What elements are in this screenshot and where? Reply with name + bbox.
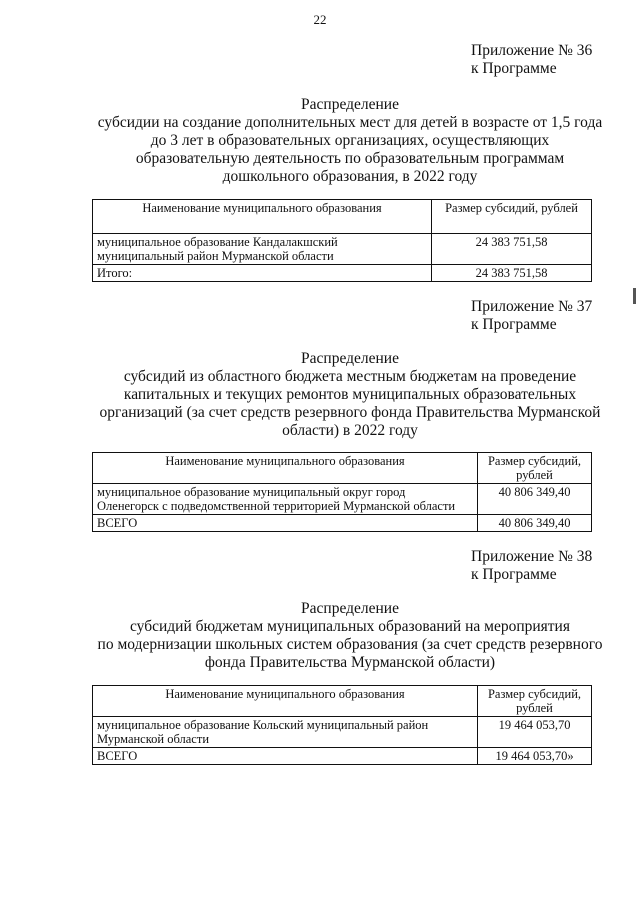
column-header-amount xyxy=(478,453,592,484)
title-line: Распределение xyxy=(301,600,399,617)
table-header-row xyxy=(93,686,592,717)
amount-cell: 19 464 053,70 xyxy=(478,717,592,748)
table-header-row xyxy=(93,200,592,234)
appendix-program-ref: к Программе xyxy=(471,566,557,583)
appendix-header xyxy=(471,548,631,584)
municipality-name-line: муниципальное образование Кандалакшский xyxy=(97,235,338,249)
table-row xyxy=(93,234,592,265)
appendix-title xyxy=(60,350,640,440)
column-header-amount-line: Размер субсидий, xyxy=(487,687,582,701)
total-label-cell: ВСЕГО xyxy=(93,515,478,532)
municipality-name-cell xyxy=(93,717,478,748)
municipality-name-line: Оленегорск с подведомственной территорией Мурманской области xyxy=(97,499,456,513)
title-line: субсидий из областного бюджета местным бюджетам на проведение xyxy=(123,368,577,385)
appendix-number: Приложение № 36 xyxy=(471,42,593,59)
title-line: фонда Правительства Мурманской области) xyxy=(204,654,496,671)
column-header-name: Наименование муниципального образования xyxy=(93,200,432,234)
column-header-amount-line: Размер субсидий, xyxy=(487,454,582,468)
title-line: организаций (за счет средств резервного фонда Правительства Мурманской xyxy=(99,404,601,421)
title-line: Распределение xyxy=(301,96,399,113)
total-amount-cell: 24 383 751,58 xyxy=(432,265,592,282)
column-header-amount: Размер субсидий, рублей xyxy=(432,200,592,234)
total-label-cell: Итого: xyxy=(93,265,432,282)
title-line: дошкольного образования, в 2022 году xyxy=(222,168,478,185)
municipality-name-line: Мурманской области xyxy=(97,732,210,746)
column-header-name: Наименование муниципального образования xyxy=(93,453,478,484)
distribution-table xyxy=(92,199,592,282)
appendix-header xyxy=(471,298,631,334)
appendix-program-ref: к Программе xyxy=(471,60,557,77)
column-header-amount-line: рублей xyxy=(516,468,553,482)
total-amount-cell: 19 464 053,70» xyxy=(478,748,592,765)
table-row xyxy=(93,717,592,748)
total-amount-cell: 40 806 349,40 xyxy=(478,515,592,532)
appendix-number: Приложение № 38 xyxy=(471,548,593,565)
total-label-cell: ВСЕГО xyxy=(93,748,478,765)
municipality-name-cell xyxy=(93,234,432,265)
appendix-program-ref: к Программе xyxy=(471,316,557,333)
appendix-header xyxy=(471,42,631,78)
column-header-name: Наименование муниципального образования xyxy=(93,686,478,717)
appendix-title xyxy=(60,96,640,186)
table-total-row xyxy=(93,748,592,765)
distribution-table xyxy=(92,685,592,765)
title-line: по модернизации школьных систем образования (за счет средств резервного xyxy=(97,636,603,653)
title-line: области) в 2022 году xyxy=(282,422,418,439)
appendix-number: Приложение № 37 xyxy=(471,298,593,315)
margin-mark xyxy=(633,288,636,304)
title-line: капитальных и текущих ремонтов муниципальных образовательных xyxy=(123,386,577,403)
title-line: субсидий бюджетам муниципальных образований на мероприятия xyxy=(129,618,570,635)
municipality-name-line: муниципальное образование Кольский муниципальный район xyxy=(97,718,429,732)
column-header-amount-line: рублей xyxy=(516,701,553,715)
municipality-name-cell xyxy=(93,484,478,515)
municipality-name-line: муниципальное образование муниципальный округ город xyxy=(97,485,406,499)
municipality-name-line: муниципальный район Мурманской области xyxy=(97,249,334,263)
table-row xyxy=(93,484,592,515)
title-line: субсидии на создание дополнительных мест для детей в возрасте от 1,5 года xyxy=(97,114,603,131)
title-line: образовательную деятельность по образовательным программам xyxy=(135,150,565,167)
table-header-row xyxy=(93,453,592,484)
page-number: 22 xyxy=(313,12,327,27)
distribution-table xyxy=(92,452,592,532)
appendix-title xyxy=(60,600,640,672)
table-total-row xyxy=(93,515,592,532)
amount-cell: 40 806 349,40 xyxy=(478,484,592,515)
column-header-amount xyxy=(478,686,592,717)
table-total-row xyxy=(93,265,592,282)
title-line: Распределение xyxy=(301,350,399,367)
amount-cell: 24 383 751,58 xyxy=(432,234,592,265)
title-line: до 3 лет в образовательных организациях, осуществляющих xyxy=(150,132,550,149)
